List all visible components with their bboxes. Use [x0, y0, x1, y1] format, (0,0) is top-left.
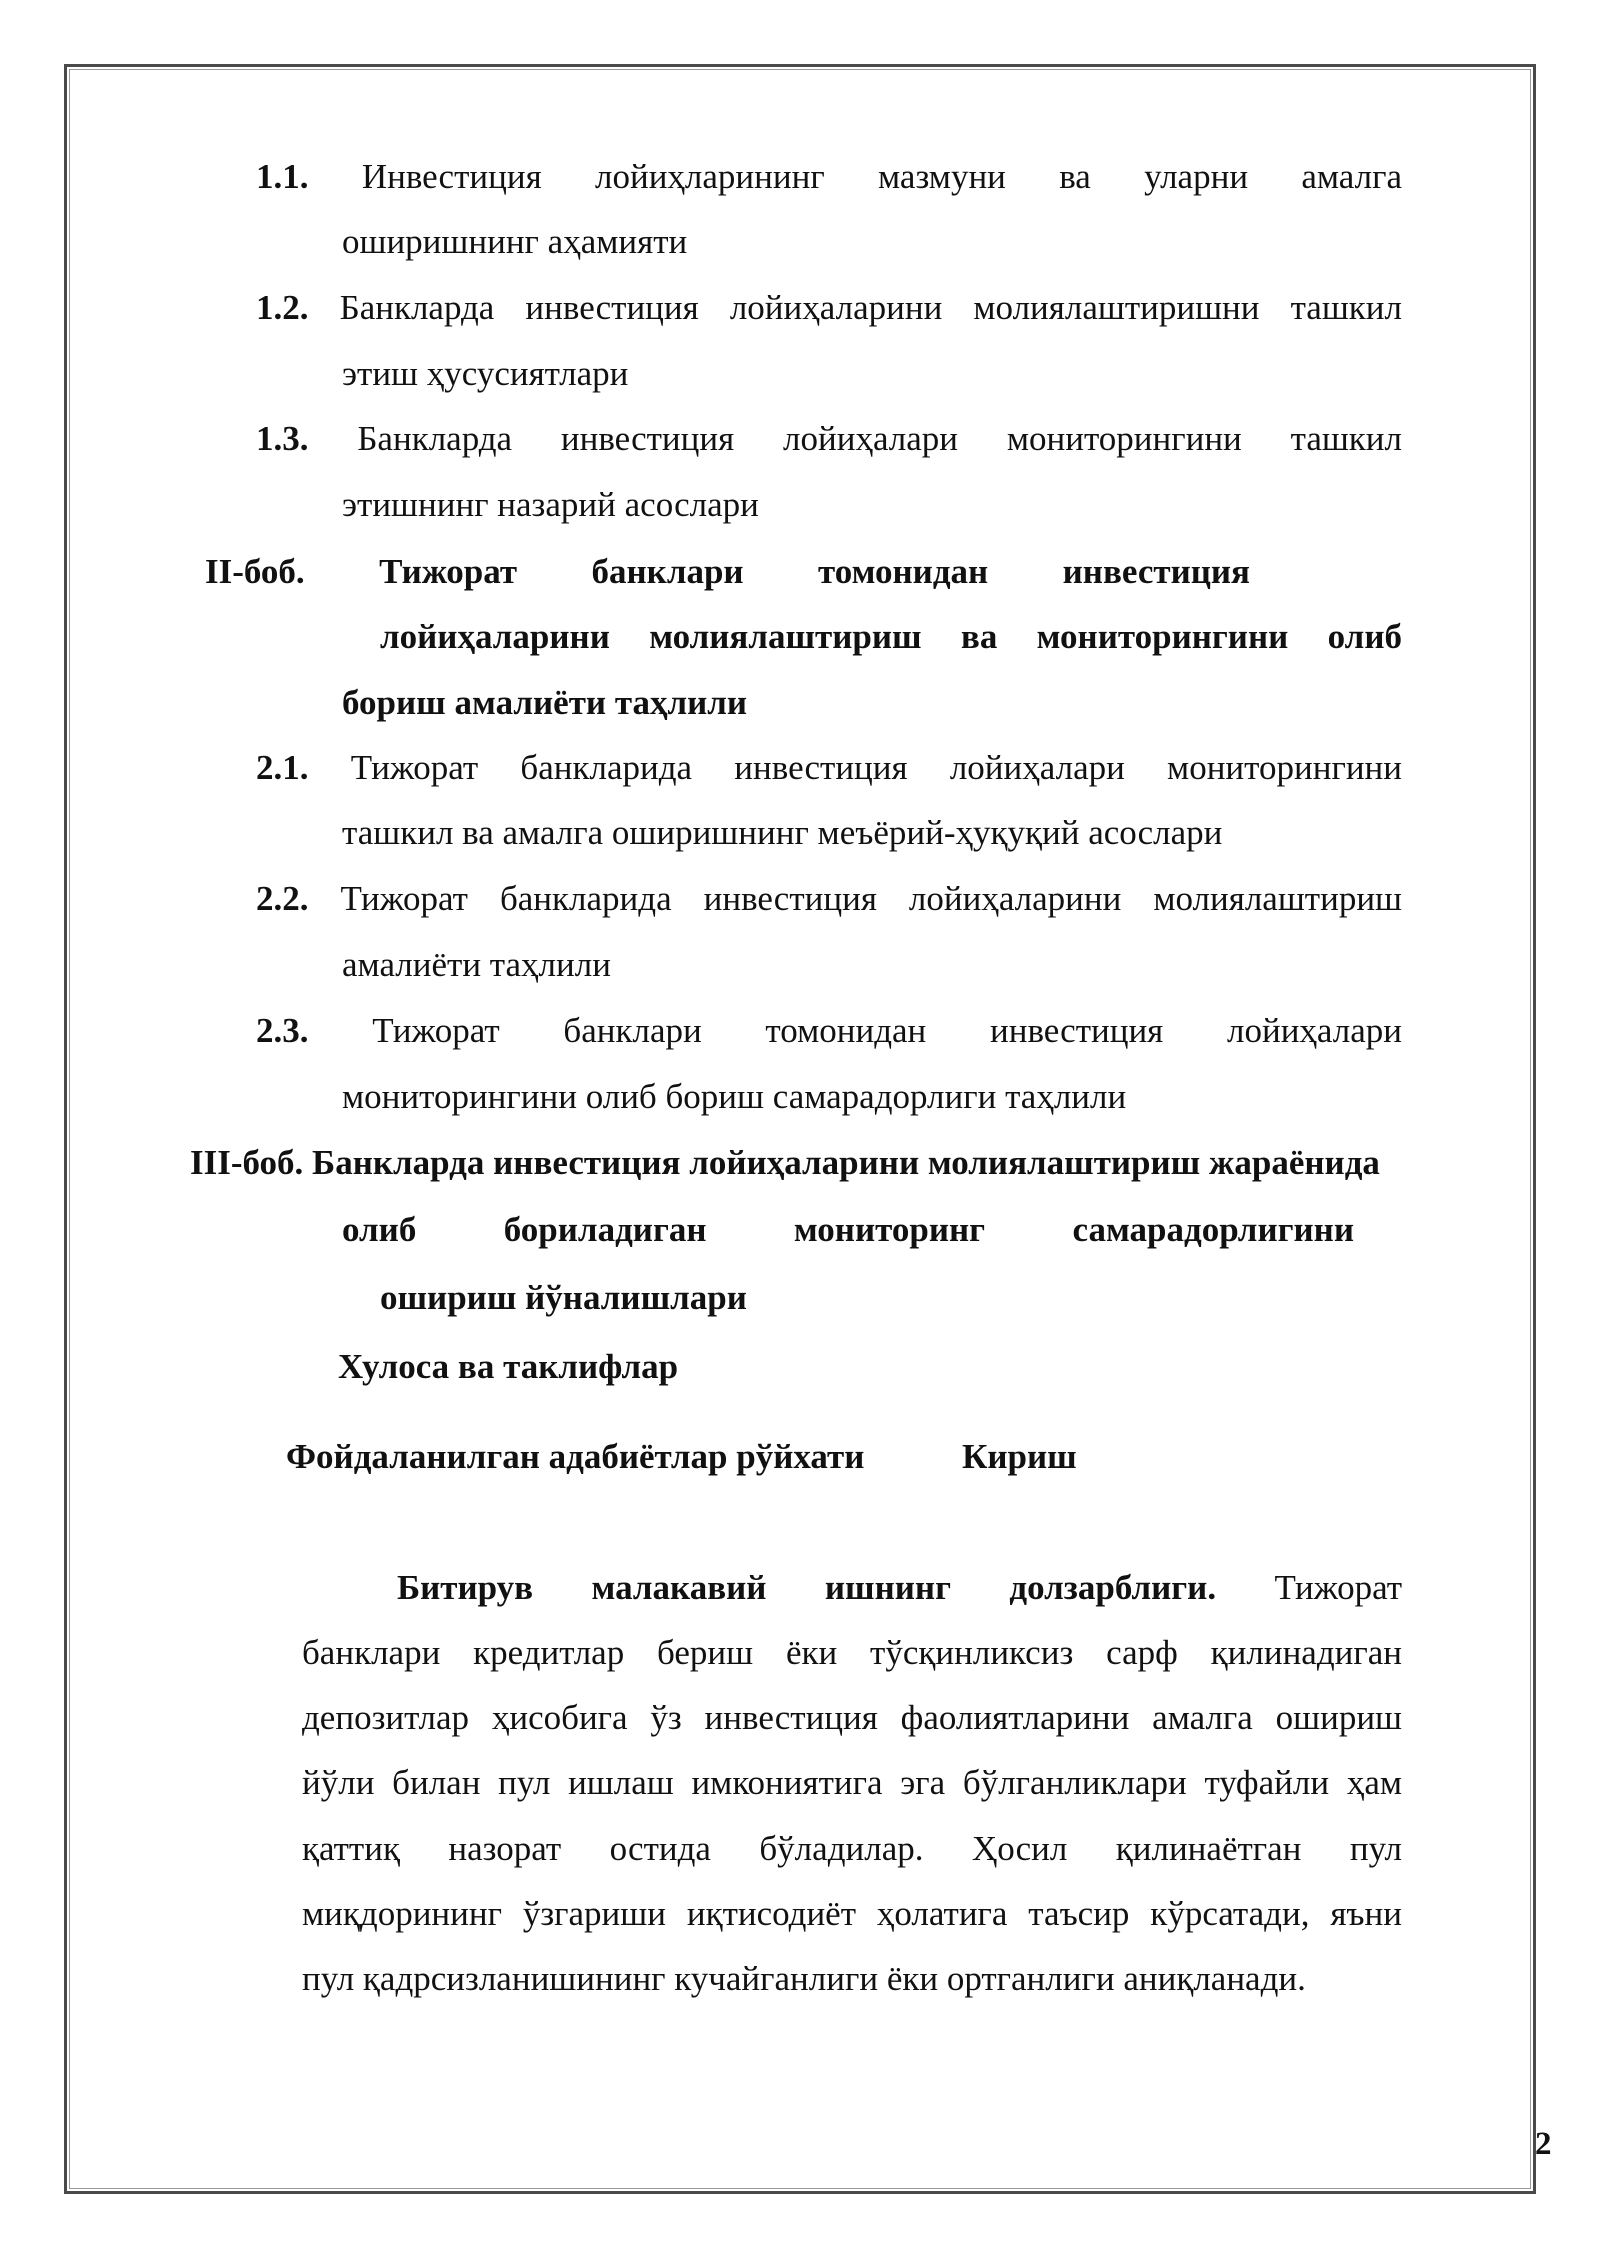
- page-number: 2: [1535, 2126, 1552, 2162]
- paragraph-line: йўли билан пул ишлаш имкониятига эга бўлганликлари туфайли ҳам: [302, 1763, 1402, 1802]
- toc-item-2-2: [256, 879, 1402, 919]
- toc-item-2-3-cont: мониторингини олиб бориш самарадорлиги таҳлили: [342, 1077, 1127, 1116]
- toc-item-1-3: [256, 419, 1402, 459]
- page-border: [64, 64, 1536, 2194]
- toc-item-1-2: [256, 288, 1402, 328]
- toc-number: 1.3.: [256, 419, 309, 458]
- chapter-3-title-end: ошириш йўналишлари: [380, 1278, 747, 1317]
- paragraph-first-line: [397, 1568, 1402, 1608]
- toc-item-1-2-cont: этиш ҳусусиятлари: [342, 354, 629, 393]
- paragraph-heading: Битирув малакавий ишнинг долзарблиги.: [397, 1568, 1217, 1607]
- paragraph-line: депозитлар ҳисобига ўз инвестиция фаолиятларини амалга ошириш: [302, 1698, 1402, 1737]
- chapter-3-title: III-боб. Банкларда инвестиция лойиҳаларини молиялаштириш жараёнида: [190, 1143, 1380, 1182]
- paragraph-line-last: пул қадрсизланишининг кучайганлиги ёки ортганлиги аниқланади.: [302, 1959, 1306, 1998]
- toc-number: 1.1.: [256, 157, 309, 196]
- toc-item-2-1-cont: ташкил ва амалга оширишнинг меъёрий-ҳуқуқий асослари: [342, 813, 1223, 852]
- chapter-2-title-end: бориш амалиёти таҳлили: [342, 683, 748, 722]
- paragraph-line: банклари кредитлар бериш ёки тўсқинликсиз сарф қилинадиган: [302, 1633, 1402, 1672]
- paragraph-line: қаттиқ назорат остида бўладилар. Ҳосил қилинаётган пул: [302, 1829, 1402, 1868]
- toc-title: Банкларда инвестиция лойиҳаларини молиялаштиришни ташкил: [339, 288, 1402, 327]
- paragraph-line: миқдорининг ўзгариши иқтисодиёт ҳолатига таъсир кўрсатади, яъни: [302, 1894, 1402, 1933]
- chapter-3-title-cont: олиб бориладиган мониторинг самарадорлигини: [342, 1210, 1354, 1249]
- toc-title: Тижорат банкларида инвестиция лойиҳалари мониторингини: [350, 748, 1403, 787]
- toc-number: 2.3.: [256, 1011, 309, 1050]
- toc-item-1-1: [256, 157, 1402, 197]
- toc-title: Тижорат банкларида инвестиция лойиҳаларини молиялаштириш: [340, 879, 1402, 918]
- toc-number: 2.2.: [256, 879, 309, 918]
- toc-title: Тижорат банклари томонидан инвестиция лойиҳалари: [372, 1011, 1402, 1050]
- toc-item-2-2-cont: амалиёти таҳлили: [342, 945, 611, 984]
- toc-references: Фойдаланилган адабиётлар рўйхати: [286, 1437, 865, 1476]
- toc-introduction: Кириш: [962, 1437, 1077, 1476]
- chapter-2-title-cont: лойиҳаларини молиялаштириш ва мониторингини олиб: [380, 617, 1402, 656]
- toc-number: 2.1.: [256, 748, 309, 787]
- toc-conclusion: Хулоса ва таклифлар: [338, 1347, 679, 1386]
- toc-item-2-3: [256, 1011, 1402, 1051]
- toc-item-1-3-cont: этишнинг назарий асослари: [342, 485, 759, 524]
- toc-title: Инвестиция лойиҳларининг мазмуни ва уларни амалга: [361, 157, 1403, 196]
- toc-number: 1.2.: [256, 288, 309, 327]
- toc-item-1-1-cont: оширишнинг аҳамияти: [342, 222, 688, 261]
- toc-item-2-1: [256, 748, 1402, 788]
- toc-title: Банкларда инвестиция лойиҳалари мониторингини ташкил: [357, 419, 1403, 458]
- paragraph-text: Тижорат: [1274, 1568, 1403, 1607]
- chapter-2-title: II-боб. Тижорат банклари томонидан инвестиция: [205, 552, 1250, 591]
